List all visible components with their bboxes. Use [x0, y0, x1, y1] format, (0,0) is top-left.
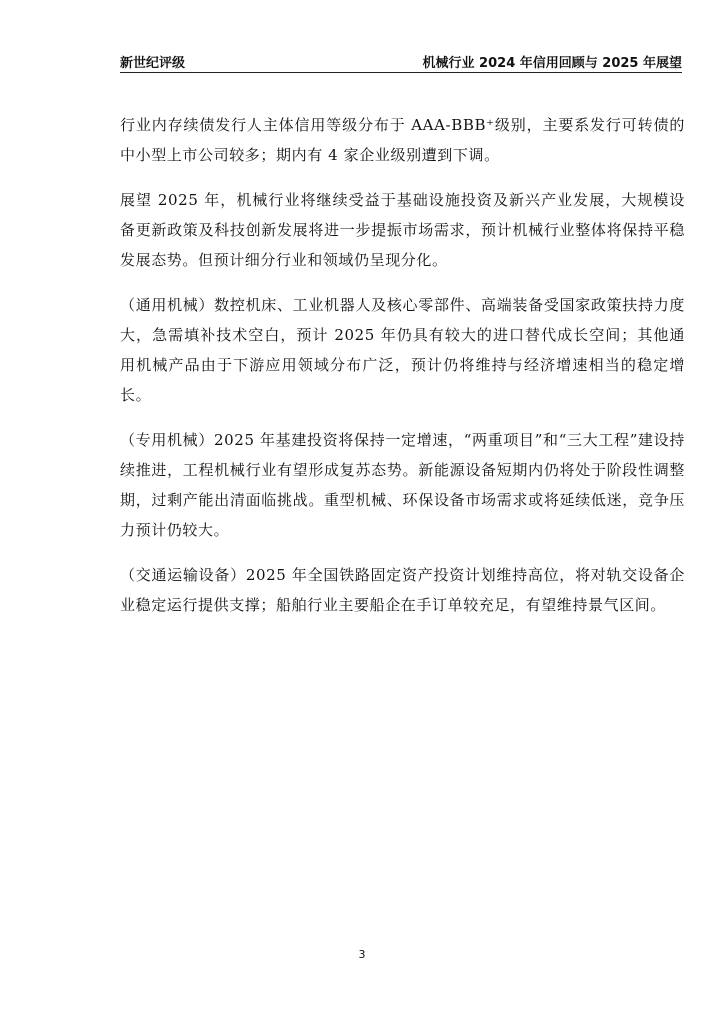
paragraph-general-machinery: （通用机械）数控机床、工业机器人及核心零部件、高端装备受国家政策扶持力度大，急需填补技术空白，预计 2025 年仍具有较大的进口替代成长空间；其他通用机械产品由于下游应用领域分布广泛，预计仍将维持与经济增速相当的稳定增长。	[120, 296, 685, 404]
paragraph-special-machinery: （专用机械）2025 年基建投资将保持一定增速，“两重项目”和“三大工程”建设持续推进，工程机械行业有望形成复苏态势。新能源设备短期内仍将处于阶段性调整期，过剩产能出清面临挑战。重型机械、环保设备市场需求或将延续低迷，竞争压力预计仍较大。	[120, 431, 685, 539]
header-report-title: 机械行业 2024 年信用回顾与 2025 年展望	[422, 56, 682, 71]
paragraph-outlook-2025: 展望 2025 年，机械行业将继续受益于基础设施投资及新兴产业发展，大规模设备更新政策及科技创新发展将进一步提振市场需求，预计机械行业整体将保持平稳发展态势。但预计细分行业和领域仍呈现分化。	[120, 191, 685, 269]
page-number: 3	[358, 948, 366, 961]
document-body	[120, 110, 685, 635]
header-org-name: 新世纪评级	[120, 56, 186, 71]
paragraph-transport-equipment: （交通运输设备）2025 年全国铁路固定资产投资计划维持高位，将对轨交设备企业稳定运行提供支撑；船舶行业主要船企在手订单较充足，有望维持景气区间。	[120, 566, 685, 614]
page-header	[120, 50, 682, 73]
paragraph-rating-distribution: 行业内存续债发行人主体信用等级分布于 AAA-BBB⁺级别，主要系发行可转债的中小型上市公司较多；期内有 4 家企业级别遭到下调。	[120, 116, 685, 164]
